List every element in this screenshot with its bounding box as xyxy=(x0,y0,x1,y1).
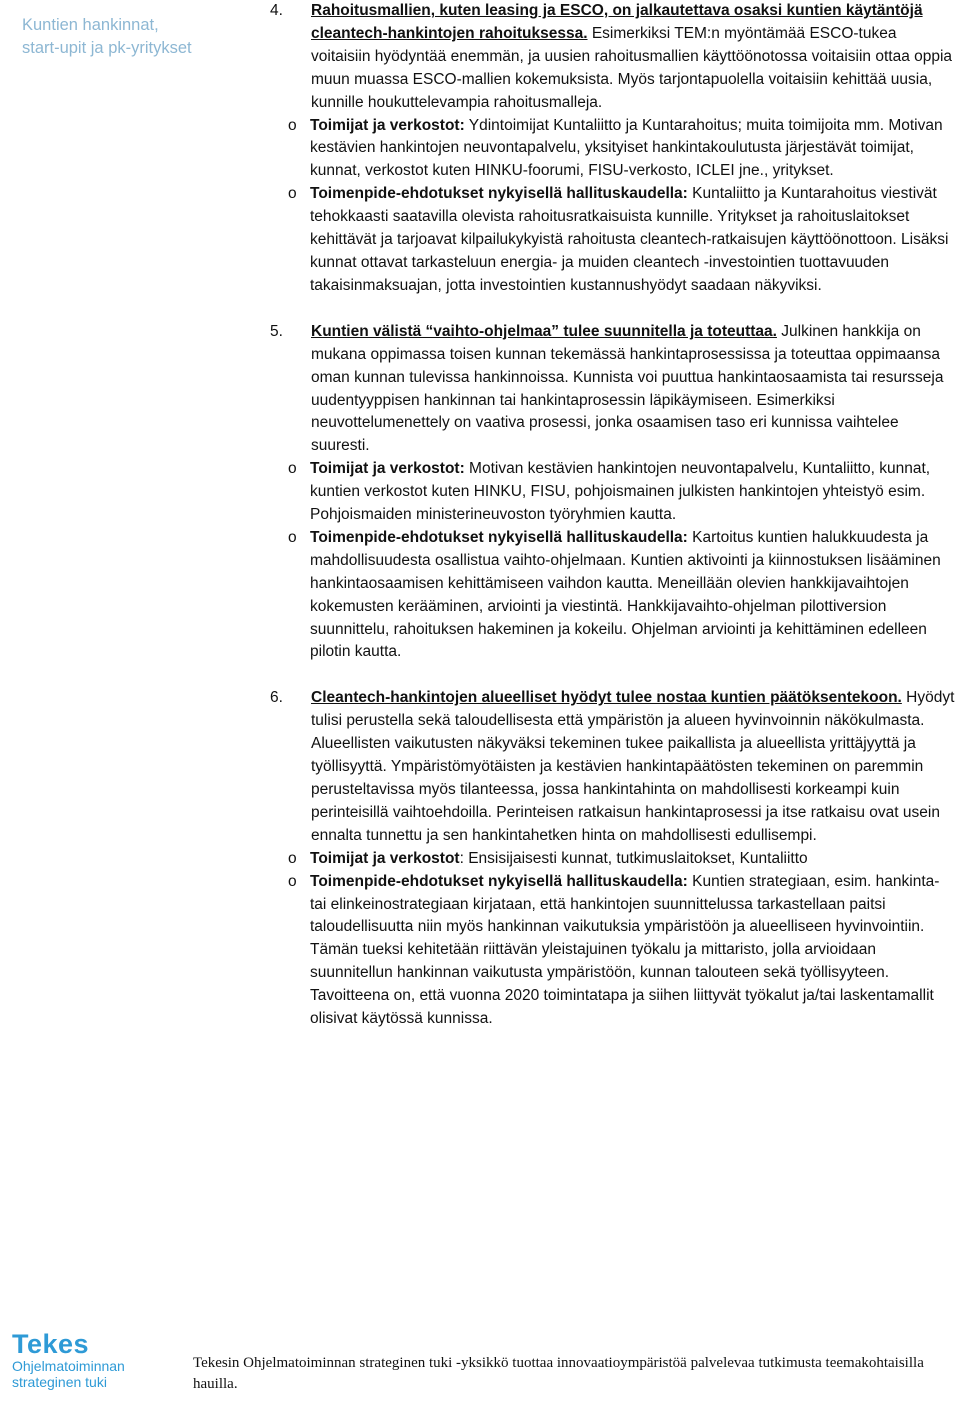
sub-item xyxy=(270,871,960,1031)
item-number: 5. xyxy=(270,322,283,340)
sub-item-paragraph xyxy=(310,848,960,871)
sub-item-paragraph xyxy=(310,115,960,184)
sub-item-text: Ydintoimijat Kuntaliitto ja Kuntarahoitus; muita toimijoita mm. Motivan kestävien hankintojen neuvontapalvelu, yksityiset hankintakoulutusta järjestävät toimijat, kunnat, verkostot kuten HINKU-foorumi, FISU-verkosto, ICLEI jne., yritykset. xyxy=(310,116,943,180)
list-item-6 xyxy=(270,687,960,847)
sub-item-paragraph xyxy=(310,458,960,527)
item-body: Hyödyt tulisi perustella sekä taloudellisesta että ympäristön ja alueen hyvinvoinnin näkökulmasta. Alueellisten vaikutusten näkyväksi tekeminen tukee paikallista ja alueellista yrittäjyyttä ja työllisyyttä. Ympäristömyötäisten ja kestävien hankintapäätösten tekeminen on paremmin perusteltavissa myös tilanteessa, jossa hankintahinta on mahdollisesti korkeampi kuin perinteisillä vaihtoehdoilla. Perinteisen ratkaisun hankintaprosessi ja itse ratkaisu ovat usein ennalta tunnettu ja sen hankintahetken hinta on mahdollisesti edullisempi. xyxy=(311,689,955,844)
sidebar-title-line1: Kuntien hankinnat, xyxy=(22,16,159,34)
list-item-5 xyxy=(270,321,960,458)
sub-item-label: Toimenpide-ehdotukset nykyisellä hallituskaudella: xyxy=(310,185,688,203)
bullet-marker: o xyxy=(288,849,297,867)
logo-line2: strateginen tuki xyxy=(12,1374,107,1390)
sub-item-paragraph xyxy=(310,183,960,298)
logo-line1: Ohjelmatoiminnan xyxy=(12,1358,125,1374)
sub-item-paragraph xyxy=(310,871,960,1031)
sub-item-text: Kuntaliitto ja Kuntarahoitus viestivät tehokkaasti saatavilla olevista rahoitusratkaisuista kunnille. Yritykset ja rahoituslaitokset kehittävät ja tarjoavat kilpailukykyistä rahoitusta cleantech-ratkaisujen käyttöönottoon. Lisäksi kunnat ottavat tarkasteluun energia- ja muiden cleantech -investointien tuottavuuden takaisinmaksuajan, jotta investointien kustannushyödyt saadaan näkyviksi. xyxy=(310,185,949,294)
sub-item xyxy=(270,115,960,184)
item-number: 6. xyxy=(270,689,283,707)
item-heading: Cleantech-hankintojen alueelliset hyödyt tulee nostaa kuntien päätöksentekoon. xyxy=(311,689,902,707)
sub-item-text: : Ensisijaisesti kunnat, tutkimuslaitokset, Kuntaliitto xyxy=(459,849,808,867)
bullet-marker: o xyxy=(288,460,297,478)
sub-item-paragraph xyxy=(310,527,960,664)
bullet-marker: o xyxy=(288,872,297,890)
sub-item-text: Motivan kestävien hankintojen neuvontapalvelu, Kuntaliitto, kunnat, kuntien verkostot kuten HINKU, FISU, pohjoismainen julkisten hankintojen yhteistyö esim. Pohjoismaiden ministerineuvoston työryhmien kautta. xyxy=(310,460,931,524)
logo-word: Tekes xyxy=(12,1329,90,1359)
list-item-4 xyxy=(270,0,960,115)
sub-item-label: Toimijat ja verkostot xyxy=(310,849,460,867)
sidebar-title-line2: start-upit ja pk-yritykset xyxy=(22,39,192,57)
footer-text: Tekesin Ohjelmatoiminnan strateginen tuki -yksikkö tuottaa innovaatioympäristöä palvelevaa tutkimusta teemakohtaisilla hauilla. xyxy=(193,1355,924,1392)
sub-item-label: Toimijat ja verkostot: xyxy=(310,116,465,134)
sidebar-title xyxy=(22,14,252,60)
sub-item-label: Toimijat ja verkostot: xyxy=(310,460,465,478)
sub-item-text: Kartoitus kuntien halukkuudesta ja mahdollisuudesta osallistua vaihto-ohjelmaan. Kuntien aktivointi ja kiinnostuksen lisääminen hankintaosaamisen kehittämiseen vaihdon kautta. Meneillään olevien hankkijavaihtojen kokemusten kerääminen, arviointi ja viestintä. Hankkijavaihto-ohjelman pilottiversion suunnittelu, rahoituksen hakeminen ja kokeilu. Ohjelman arviointi ja kehittäminen edelleen pilotin kautta. xyxy=(310,528,941,661)
sub-item xyxy=(270,458,960,527)
sub-item xyxy=(270,848,960,871)
item-body: Esimerkiksi TEM:n myöntämää ESCO-tukea voitaisiin hyödyntää enemmän, ja uusien rahoitusmallien käyttöönotossa voitaisiin ottaa oppia muun muassa ESCO-mallien kokemuksista. Myös tarjontapuolella voitaisiin kehittää uusia, kunnille houkuttelevampia rahoitusmalleja. xyxy=(311,24,953,111)
item-paragraph xyxy=(311,321,960,458)
item-heading: Rahoitusmallien, kuten leasing ja ESCO, on jalkautettava osaksi kuntien käytäntöjä cleantech-hankintojen rahoituksessa. xyxy=(311,2,923,42)
item-paragraph xyxy=(311,687,960,847)
bullet-marker: o xyxy=(288,528,297,546)
main-content xyxy=(270,0,960,1031)
sub-item-label: Toimenpide-ehdotukset nykyisellä hallituskaudella: xyxy=(310,872,688,890)
sub-item xyxy=(270,183,960,298)
item-number: 4. xyxy=(270,2,283,19)
sub-item-text: Kuntien strategiaan, esim. hankinta- tai elinkeinostrategiaan kirjataan, että hankintojen suunnittelussa tarkastellaan paitsi taloudellisuutta niin myös hankinnan vaikutuksia ympäristöön ja alueelliseen hyvinvointiin. Tämän tueksi kehitetään riittävän yleistajuinen työkalu ja mittaristo, jolla arvioidaan suunnitellun hankinnan vaikutusta ympäristöön, kunnan talouteen sekä työllisyyteen. Tavoitteena on, että vuonna 2020 toimintatapa ja siihen liittyvät työkalut ja/tai laskentamallit olisivat käytössä kunnissa. xyxy=(310,872,940,1028)
bullet-marker: o xyxy=(288,116,297,134)
item-heading: Kuntien välistä “vaihto-ohjelmaa” tulee suunnitella ja toteuttaa. xyxy=(311,322,777,340)
item-body: Julkinen hankkija on mukana oppimassa toisen kunnan tekemässä hankintaprosessissa ja toteuttaa oppimaansa oman kunnan tulevissa hankinnoissa. Kunnista voi puuttua hankintaosaamista tai resursseja uudentyyppisen hankinnan tai hankintaprosessin läpikäymiseen. Esimerkiksi neuvottelumenettely on vaativa prosessi, jonka osaamisen taso eri kunnissa vaihtelee suuresti. xyxy=(311,322,944,455)
sub-item-label: Toimenpide-ehdotukset nykyisellä hallituskaudella: xyxy=(310,528,688,546)
bullet-marker: o xyxy=(288,185,297,203)
tekes-logo xyxy=(12,1330,162,1390)
sub-item xyxy=(270,527,960,664)
item-paragraph xyxy=(311,0,960,115)
